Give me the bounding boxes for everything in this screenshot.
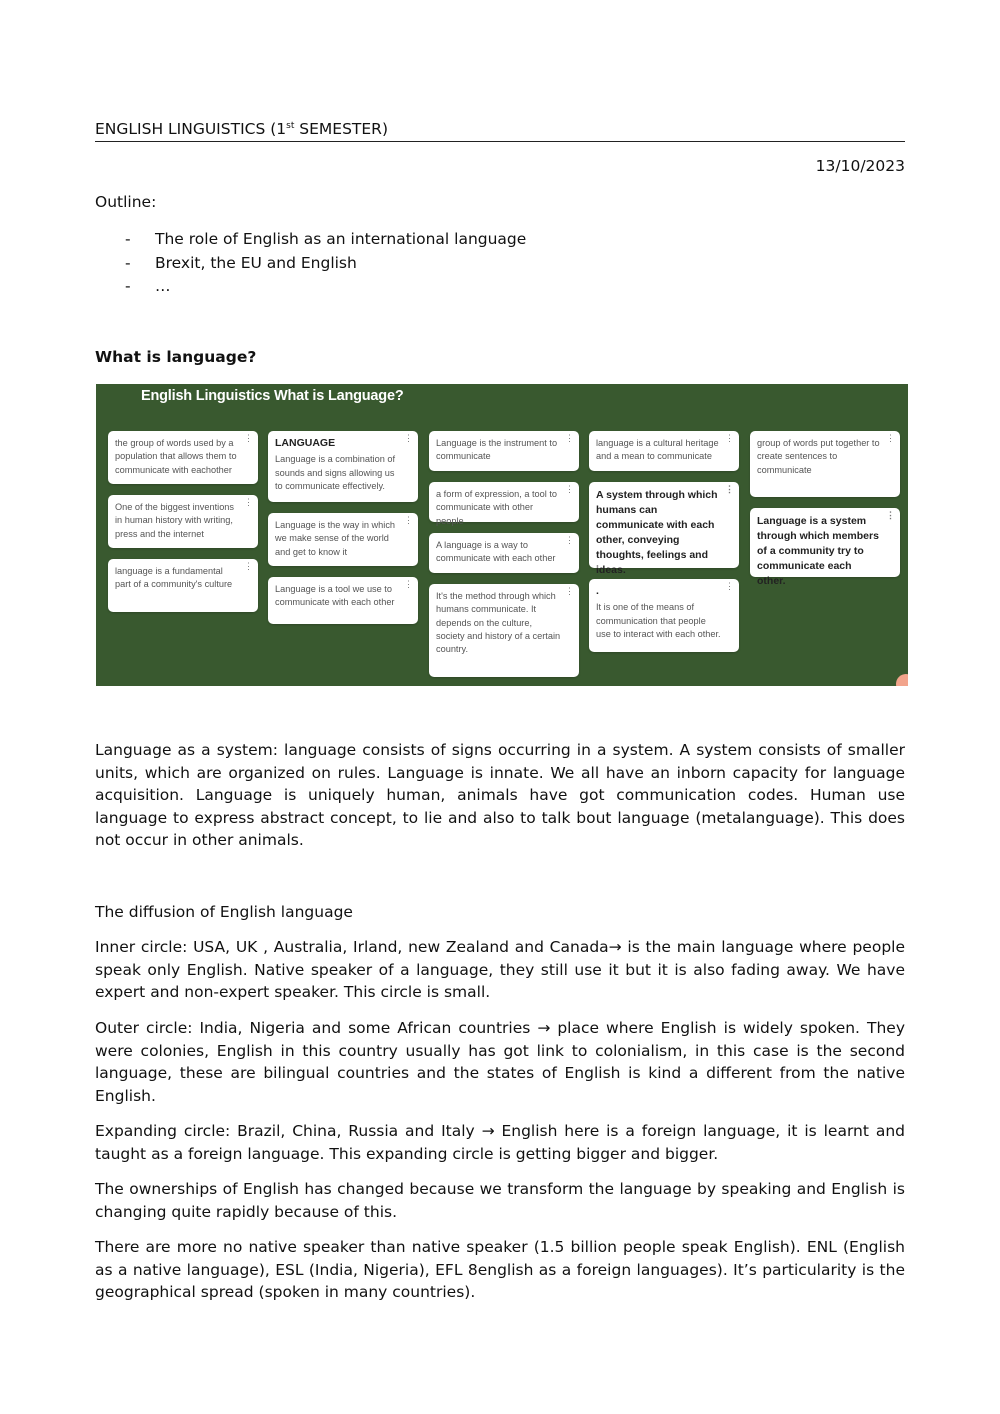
header-title-end: SEMESTER) [294,120,389,138]
board-corner-button [896,674,908,686]
card-text: language is a fundamental part of a community's culture [115,566,233,590]
more-options-icon: ⋮ [565,484,574,494]
outline-label: Outline: [95,193,157,211]
card-text: language is a cultural heritage and a mean to communicate [596,438,719,462]
more-options-icon: ⋮ [565,586,574,596]
outline-item-text: The role of English as an international language [155,230,527,248]
board-card [589,431,739,471]
board-card [429,431,579,471]
bullet-dash: - [125,253,131,272]
board-column [108,431,258,623]
card-text: group of words put together to create sentences to communicate [757,438,880,475]
board-card [268,431,418,502]
more-options-icon: ⋮ [244,497,253,507]
card-text: A language is a way to communicate with each other [436,540,556,564]
card-text: A system through which humans can communicate with each other, conveying thoughts, feelings and ideas. [596,489,718,576]
header-title: ENGLISH LINGUISTICS (1 [95,120,287,138]
board-card [750,508,900,587]
board-card [108,431,258,484]
outline-item [125,275,526,299]
outline-item [125,252,526,276]
paragraph-diffusion-heading: The diffusion of English language [95,903,353,921]
board-card [429,533,579,573]
card-text: Language is a system through which members of a community try to communicate each other. [757,515,879,587]
more-options-icon: ⋮ [565,433,574,443]
outline-list [125,228,526,299]
more-options-icon: ⋮ [404,515,413,525]
board-column [429,431,579,686]
more-options-icon: ⋮ [404,579,413,589]
document-date: 13/10/2023 [815,157,905,175]
card-title: . [596,585,599,597]
more-options-icon: ⋮ [244,433,253,443]
more-options-icon: ⋮ [725,433,734,443]
outline-item [125,228,526,252]
bullet-dash: - [125,230,131,248]
card-text: Language is the way in which we make sense of the world and get to know it [275,520,396,557]
paragraph-inner-circle: Inner circle: USA, UK , Australia, Irland, new Zealand and Canada→ is the main language where people speak only English. Native speaker of a language, they still use it but it is also fading away. We have expert and non-expert speaker. This circle is small. [95,938,905,1001]
paragraph-outer-circle: Outer circle: India, Nigeria and some African countries → place where English is widely spoken. They were colonies, English in this country usually has got link to colonialism, in this case is the second language, these are bilingual countries and the states of English is kind a different from the native English. [95,1019,905,1105]
paragraph-ownership: The ownerships of English has changed because we transform the language by speaking and English is changing quite rapidly because of this. [95,1180,905,1221]
card-text: the group of words used by a population that allows them to communicate with eachother [115,438,237,475]
more-options-icon: ⋮ [725,581,734,591]
more-options-icon: ⋮ [886,510,895,520]
board-card [750,431,900,497]
board-card [429,584,579,677]
more-options-icon: ⋮ [725,484,734,494]
board-card [429,482,579,526]
padlet-board-image [96,384,908,686]
board-card [108,559,258,612]
card-text: Language is the instrument to communicate [436,438,558,462]
document-header [95,119,905,142]
board-card [268,577,418,624]
card-text: One of the biggest inventions in human history with writing, press and the internet [115,502,235,539]
more-options-icon: ⋮ [565,535,574,545]
board-card [108,495,258,548]
card-text: It is one of the means of communication that people use to interact with each other. [596,602,721,639]
header-superscript: st [286,120,295,131]
paragraph-native-speakers: There are more no native speaker than native speaker (1.5 billion people speak English). ENL (English as a native language), ESL (India, Nigeria), EFL 8english as a foreign languages). It’s particularity is the geographical spread (spoken in many countries). [95,1238,905,1301]
card-text: It's the method through which humans communicate. It depends on the culture, society and history of a certain country. [436,591,561,655]
board-card [589,579,739,652]
bullet-dash: - [125,277,131,295]
board-card [268,513,418,566]
more-options-icon: ⋮ [404,433,413,443]
more-options-icon: ⋮ [244,561,253,571]
card-text: Language is a combination of sounds and signs allowing us to communicate effectively. [275,454,396,491]
paragraph-expanding-circle: Expanding circle: Brazil, China, Russia and Italy → English here is a foreign language, it is learnt and taught as a foreign language. This expanding circle is getting bigger and bigger. [95,1122,905,1163]
card-text: Language is a tool we use to communicate with each other [275,584,395,608]
outline-item-text: … [155,277,171,295]
board-column [268,431,418,635]
more-options-icon: ⋮ [886,433,895,443]
board-column [589,431,739,663]
outline-item-text: Brexit, the EU and English [155,253,357,272]
card-text: a form of expression, a tool to communicate with other people [436,489,558,526]
section-title: What is language? [95,348,257,366]
board-column [750,431,900,588]
card-title: LANGUAGE [275,437,336,449]
board-card [589,482,739,576]
board-title: English Linguistics What is Language? [141,388,404,404]
paragraph-language-system: Language as a system: language consists of signs occurring in a system. A system consists of smaller units, which are organized on rules. Language is innate. We all have an inborn capacity for language acquisition. Language is uniquely human, animals have got communication codes. Human use language to express abstract concept, to lie and also to talk bout language (metalanguage). This does not occur in other animals. [95,741,905,849]
